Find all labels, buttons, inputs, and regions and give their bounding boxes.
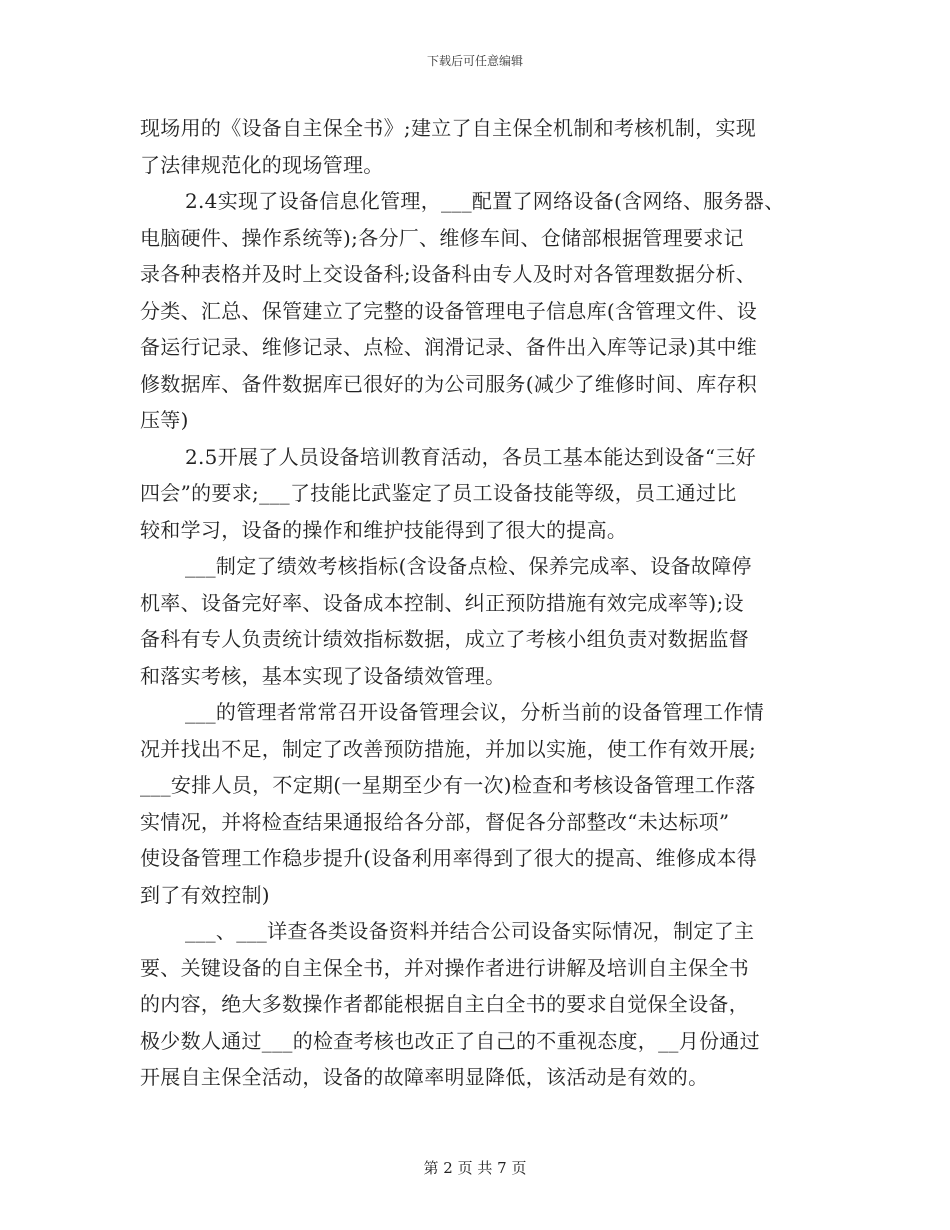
paragraph-line: 电脑硬件、操作系统等);各分厂、维修车间、仓储部根据管理要求记 (140, 225, 744, 250)
paragraph-first-line: ___、___详查各类设备资料并结合公司设备实际情况，制定了主 (185, 919, 755, 943)
paragraph-line: 四会”的要求;___了技能比武鉴定了员工设备技能等级，员工通过比 (140, 481, 737, 505)
paragraph-line: 极少数人通过___的检查考核也改正了自己的不重视态度，__月份通过 (140, 1028, 760, 1053)
paragraph-line: 较和学习，设备的操作和维护技能得到了很大的提高。 (140, 517, 628, 542)
paragraph-line: 修数据库、备件数据库已很好的为公司服务(减少了维修时间、库存积 (140, 371, 758, 396)
paragraph-line: 到了有效控制) (140, 882, 270, 907)
paragraph-line: ___安排人员，不定期(一星期至少有一次)检查和考核设备管理工作落 (140, 773, 756, 797)
paragraph-line: 机率、设备完好率、设备成本控制、纠正预防措施有效完成率等);设 (140, 590, 744, 615)
paragraph-line: 要、关键设备的自主保全书，并对操作者进行讲解及培训自主保全书 (140, 955, 749, 980)
paragraph-line: 备运行记录、维修记录、点检、润滑记录、备件出入库等记录)其中维 (140, 335, 758, 359)
paragraph-line: 压等) (140, 408, 189, 432)
paragraph-line: 分类、汇总、保管建立了完整的设备管理电子信息库(含管理文件、设 (140, 298, 758, 323)
paragraph-line: 现场用的《设备自主保全书》;建立了自主保全机制和考核机制，实现 (140, 116, 757, 140)
paragraph-line: 开展自主保全活动，设备的故障率明显降低，该活动是有效的。 (140, 1065, 709, 1089)
paragraph-first-line: ___制定了绩效考核指标(含设备点检、保养完成率、设备故障停 (185, 554, 752, 578)
document-body (140, 110, 830, 1096)
paragraph-line: 备科有专人负责统计绩效指标数据，成立了考核小组负责对数据监督 (140, 627, 749, 651)
paragraph-line: 和落实考核，基本实现了设备绩效管理。 (140, 663, 506, 688)
paragraph-line: 使设备管理工作稳步提升(设备利用率得到了很大的提高、维修成本得 (140, 846, 758, 870)
paragraph-line: 的内容，绝大多数操作者都能根据自主白全书的要求自觉保全设备， (140, 992, 749, 1016)
paragraph-first-line: ___的管理者常常召开设备管理会议，分析当前的设备管理工作情 (185, 700, 764, 724)
paragraph-line: 录各种表格并及时上交设备科;设备科由专人及时对各管理数据分析、 (140, 262, 757, 286)
page-header: 下载后可任意编辑 (426, 54, 523, 68)
paragraph-line: 实情况，并将检查结果通报给各分部，督促各分部整改“未达标项” (140, 809, 730, 834)
paragraph-first-line: 2.4实现了设备信息化管理，___配置了网络设备(含网络、服务器、 (185, 189, 785, 213)
paragraph-first-line: 2.5开展了人员设备培训教育活动，各员工基本能达到设备“三好 (185, 444, 757, 469)
paragraph-line: 了法律规范化的现场管理。 (140, 152, 384, 177)
paragraph-line: 况并找出不足，制定了改善预防措施，并加以实施，使工作有效开展; (140, 736, 757, 761)
page-number: 第 2 页 共 7 页 (423, 1159, 527, 1177)
